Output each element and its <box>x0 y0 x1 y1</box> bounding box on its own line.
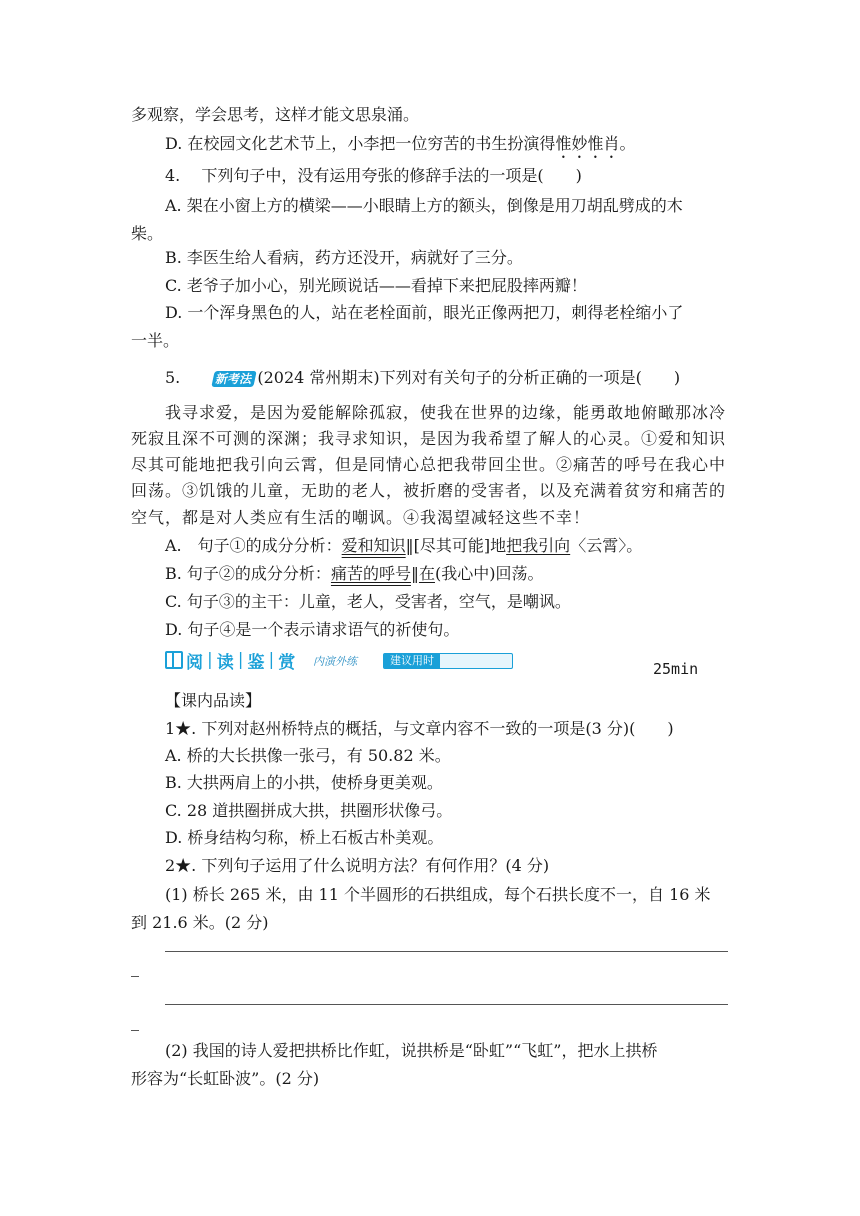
banner-char: 鉴 <box>247 652 265 673</box>
option-b: B. 大拱两肩上的小拱，使桥身更美观。 <box>165 773 443 792</box>
option-a <box>165 535 642 557</box>
option-b: B. 李医生给人看病，药方还没开，病就好了三分。 <box>165 248 523 267</box>
question-text: (2024 常州期末)下列对有关句子的分析正确的一项是( ) <box>257 368 681 387</box>
banner-char: 赏 <box>278 652 296 673</box>
emphasized-word: 惟妙惟肖 <box>555 134 620 153</box>
banner-sep: | <box>207 650 213 670</box>
option-text: 。 <box>619 134 636 153</box>
answer-line-end <box>131 1030 139 1031</box>
passage-line: 空气，都是对人类应有生活的嘲讽。④我渴望减轻这些不幸！ <box>131 508 591 527</box>
option-d: D. 句子④是一个表示请求语气的祈使句。 <box>165 620 460 639</box>
book-icon <box>165 651 183 669</box>
option-c: C. 句子③的主干：儿童，老人，受害者，空气，是嘲讽。 <box>165 592 571 611</box>
banner-char: 读 <box>216 652 234 673</box>
subject-underline: 爱和知识 <box>341 536 406 555</box>
option-c: C. 老爷子加小心，别光顾说话——看掉下来把屁股摔两瓣！ <box>165 276 587 295</box>
predicate-underline: 在 <box>418 564 435 583</box>
passage-line: 死寂且深不可测的深渊；我寻求知识，是因为我希望了解人的心灵。①爱和知识 <box>131 429 727 448</box>
sub-question-2: (2) 我国的诗人爱把拱桥比作虹，说拱桥是“卧虹”“飞虹”，把水上拱桥 <box>165 1041 658 1060</box>
answer-line[interactable] <box>165 1003 728 1005</box>
option-c: C. 28 道拱圈拼成大拱，拱圈形状像弓。 <box>165 801 453 820</box>
section-heading: 【课内品读】 <box>165 691 262 710</box>
text-line: 多观察，学会思考，这样才能文思泉涌。 <box>131 105 420 124</box>
option-a: A. 桥的大长拱像一张弓，有 50.82 米。 <box>165 746 451 765</box>
question-5 <box>165 367 680 389</box>
predicate-underline: 把我引向 <box>506 536 571 555</box>
suggested-time-label: 建议用时 <box>384 653 440 669</box>
question-4: 4. 下列句子中，没有运用夸张的修辞手法的一项是( ) <box>165 166 582 185</box>
option-a-cont: 柴。 <box>131 224 164 243</box>
sub-question-2-cont: 形容为“长虹卧波”。(2 分) <box>131 1069 320 1088</box>
option-d-cont: 一半。 <box>131 331 180 350</box>
option-d <box>165 133 635 162</box>
banner-sep: | <box>268 650 275 670</box>
banner-subtitle: 内演外练 <box>313 655 357 668</box>
banner-title <box>165 650 296 673</box>
answer-line[interactable] <box>165 950 728 952</box>
sub-question-1: (1) 桥长 265 米，由 11 个半圆形的石拱组成，每个石拱长度不一，自 16 米 <box>165 885 711 904</box>
option-text: (我心中)回荡。 <box>434 564 544 583</box>
new-method-badge: 新考法 <box>212 371 257 387</box>
option-text: ‖ <box>410 564 419 583</box>
option-text: 〈云霄〉。 <box>570 536 643 555</box>
option-b <box>165 563 543 585</box>
answer-line-end <box>131 976 139 977</box>
question-2: 2★. 下列句子运用了什么说明方法？有何作用？(4 分) <box>165 856 550 875</box>
passage-line: 我寻求爱，是因为爱能解除孤寂，使我在世界的边缘，能勇敢地俯瞰那冰冷 <box>165 403 727 422</box>
banner-char: 阅 <box>186 652 203 673</box>
suggested-time-value: 25min <box>653 660 699 678</box>
subject-underline: 痛苦的呼号 <box>330 564 411 583</box>
banner-sep: | <box>237 650 244 670</box>
suggested-time-bar <box>383 653 513 669</box>
question-1: 1★. 下列对赵州桥特点的概括，与文章内容不一致的一项是(3 分)( ) <box>165 719 674 738</box>
option-text: ‖[尽其可能]地 <box>405 536 507 555</box>
option-a: A. 架在小窗上方的横梁——小眼睛上方的额头，倒像是用刀胡乱劈成的木 <box>165 196 683 215</box>
reading-section-banner <box>165 650 513 673</box>
option-d: D. 一个浑身黑色的人，站在老栓面前，眼光正像两把刀，刺得老栓缩小了 <box>165 303 684 322</box>
passage-line: 回荡。③饥饿的儿童，无助的老人，被折磨的受害者，以及充满着贫穷和痛苦的 <box>131 481 727 500</box>
passage-line: 尽其可能地把我引向云霄，但是同情心总把我带回尘世。②痛苦的呼号在我心中 <box>131 455 727 474</box>
option-text: A. 句子①的成分分析： <box>165 536 342 555</box>
sub-question-1-cont: 到 21.6 米。(2 分) <box>131 913 269 932</box>
option-text: D. 在校园文化艺术节上，小李把一位穷苦的书生扮演得 <box>165 134 556 153</box>
option-text: B. 句子②的成分分析： <box>165 564 331 583</box>
option-d: D. 桥身结构匀称，桥上石板古朴美观。 <box>165 828 444 847</box>
question-number: 5. <box>165 368 181 387</box>
